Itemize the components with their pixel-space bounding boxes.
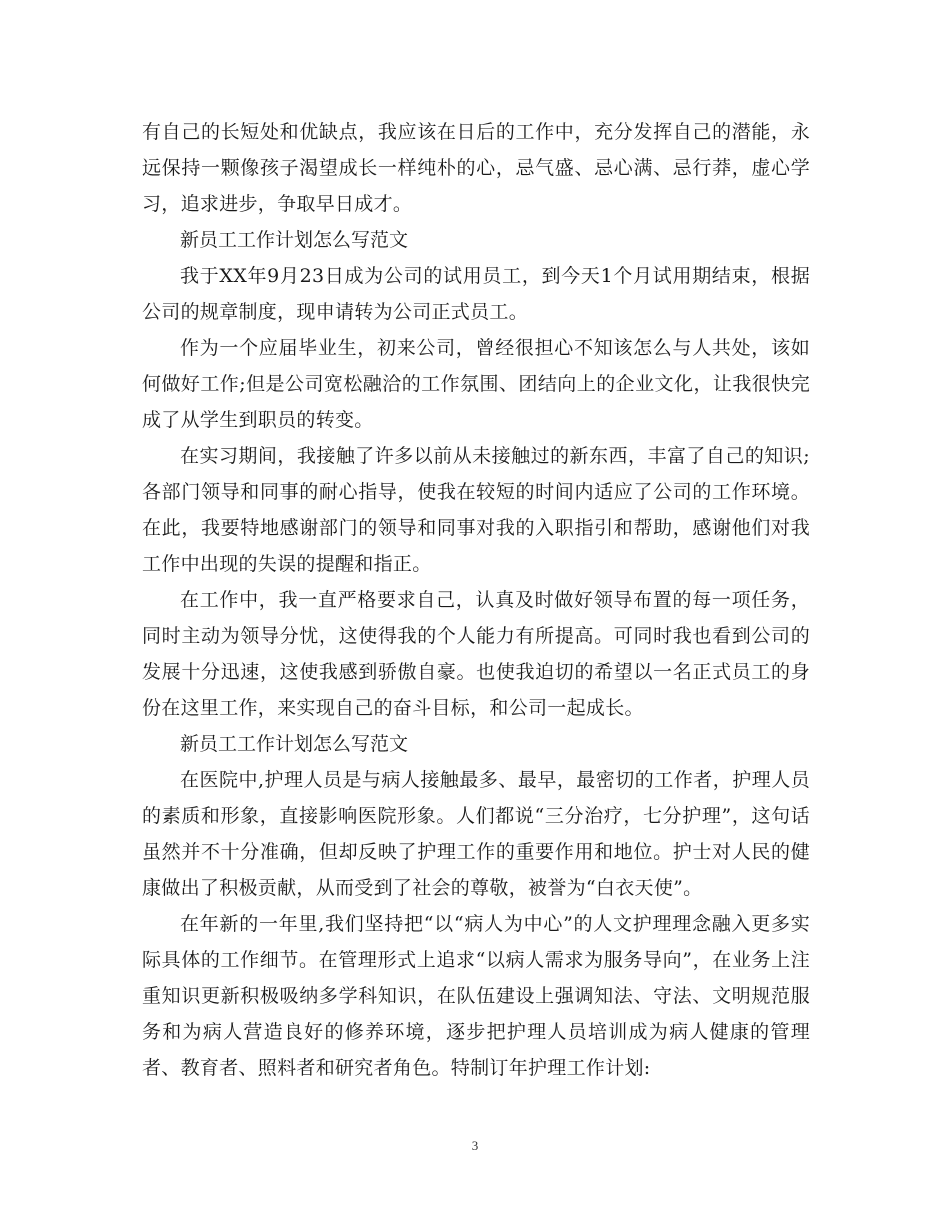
page-number: 3 <box>471 1138 479 1153</box>
section-heading: 新员工工作计划怎么写范文 <box>180 733 409 755</box>
paragraph: 作为一个应届毕业生，初来公司，曾经很担心不知该怎么与人共处，该如何做好工作;但是公司宽松融洽的工作氛围、团结向上的企业文化，让我很快完成了从学生到职员的转变。 <box>142 337 810 431</box>
paragraph: 在工作中，我一直严格要求自己，认真及时做好领导布置的每一项任务，同时主动为领导分忧，这使得我的个人能力有所提高。可同时我也看到公司的发展十分迅速，这使我感到骄傲自豪。也使我迫切的希望以一名正式员工的身份在这里工作，来实现自己的奋斗目标，和公司一起成长。 <box>142 589 810 719</box>
paragraph: 在实习期间，我接触了许多以前从未接触过的新东西，丰富了自己的知识;各部门领导和同事的耐心指导，使我在较短的时间内适应了公司的工作环境。在此，我要特地感谢部门的领导和同事对我的入职指引和帮助，感谢他们对我工作中出现的失误的提醒和指正。 <box>142 445 810 575</box>
paragraph: 在年新的一年里,我们坚持把“以“病人为中心”的人文护理理念融入更多实际具体的工作细节。在管理形式上追求“以病人需求为服务导向”，在业务上注重知识更新积极吸纳多学科知识，在队伍建设上强调知法、守法、文明规范服务和为病人营造良好的修养环境，逐步把护理人员培训成为病人健康的管理者、教育者、照料者和研究者角色。特制订年护理工作计划: <box>142 913 810 1079</box>
section-heading: 新员工工作计划怎么写范文 <box>180 229 409 251</box>
document-body <box>142 114 810 1086</box>
paragraph-continuation: 有自己的长短处和优缺点，我应该在日后的工作中，充分发挥自己的潜能，永远保持一颗像孩子渴望成长一样纯朴的心，忌气盛、忌心满、忌行莽，虚心学习，追求进步，争取早日成才。 <box>142 121 810 215</box>
paragraph: 我于XX年9月23日成为公司的试用员工，到今天1个月试用期结束，根据公司的规章制度，现申请转为公司正式员工。 <box>142 265 810 323</box>
paragraph: 在医院中,护理人员是与病人接触最多、最早，最密切的工作者，护理人员的素质和形象，直接影响医院形象。人们都说“三分治疗，七分护理”，这句话虽然并不十分准确，但却反映了护理工作的重要作用和地位。护士对人民的健康做出了积极贡献，从而受到了社会的尊敬，被誉为“白衣天使”。 <box>142 769 810 899</box>
